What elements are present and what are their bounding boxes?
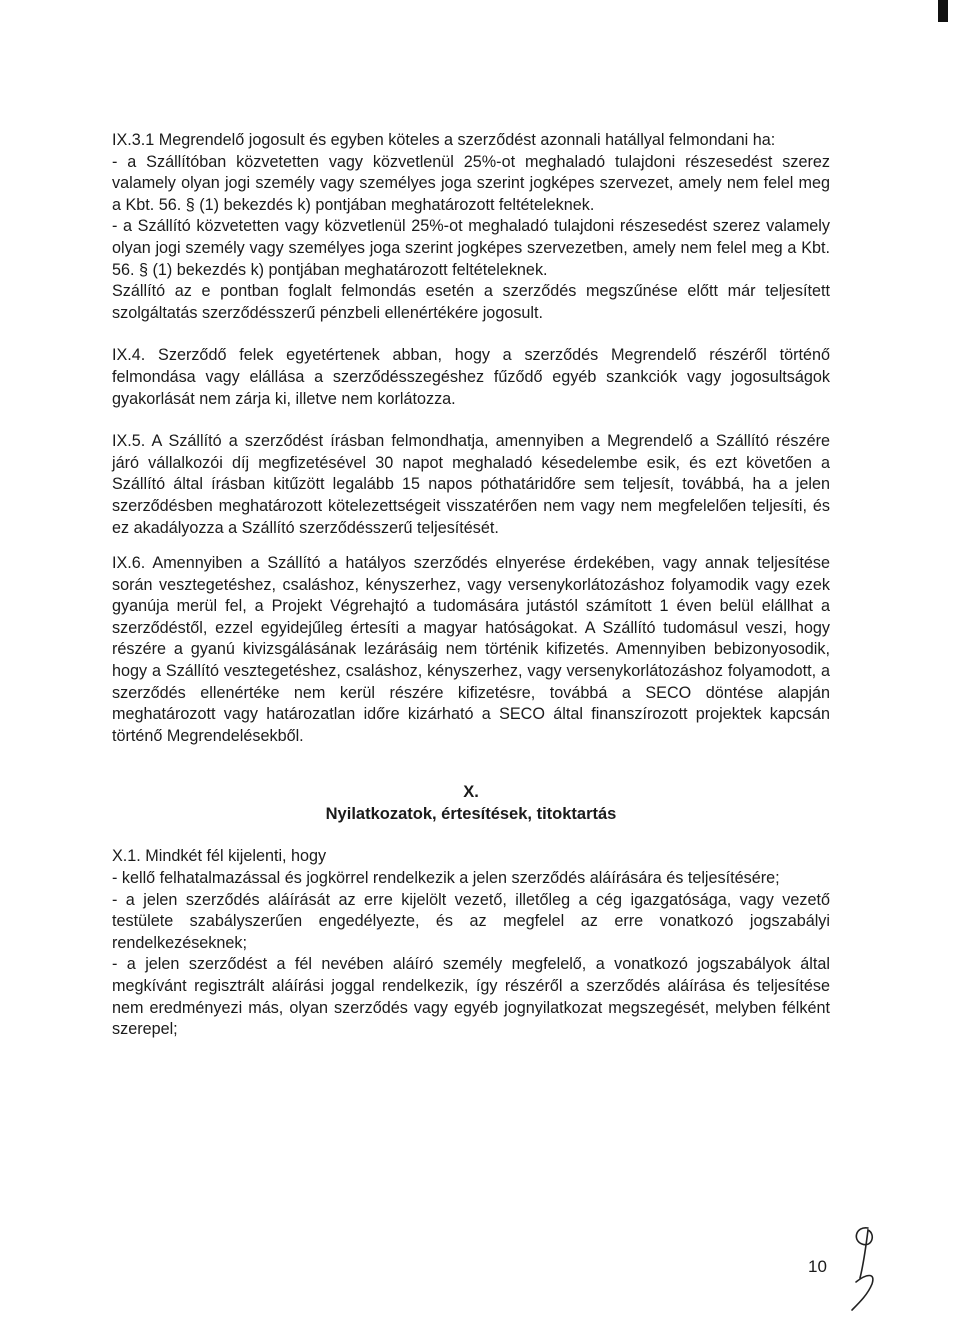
section-ix-6: IX.6. Amennyiben a Szállító a hatályos szerződés elnyerése érdekében, vagy annak teljesítése során vesztegetéshez, csaláshoz, kényszerhez, vagy versenykorlátozáshoz folyamodik vagy ezek gyanúja merül fel, a Projekt Végrehajtó a tudomására jutástól számított 1 éven belül elállhat a szerződéstől, ezzel egyidejűleg értesíti a magyar hatóságokat. A Szállító tudomásul veszi, hogy részére a gyanú kivizsgálásának lezárásáig nem történik kifizetés. Amennyiben bebizonyosodik, hogy a Szállító vesztegetéshez, csaláshoz, kényszerhez, vagy versenykorlátozáshoz folyamodott, a szerződés ellenértéke nem kerül részére kifizetésre, továbbá a SECO döntése alapján meghatározott vagy határozatlan időre kizárható a SECO által finanszírozott projektek kapcsán történő Megrendelésekből. [112, 554, 830, 745]
chapter-title: Nyilatkozatok, értesítések, titoktartás [325, 805, 617, 824]
section-ix-5: IX.5. A Szállító a szerződést írásban felmondhatja, amennyiben a Megrendelő a Szállító részére járó vállalkozói díj megfizetésével 30 napot meghaladó késedelembe esik, és ezt követően a Szállító által írásban kitűzött legalább 15 napos póthatáridőre sem teljesít, továbbá, ha a jelen szerződésben meghatározott kötelezettségeit visszatérően nem vagy nem megfelelően teljesíti, és ez akadályozza a Szállító szerződésszerű teljesítését. [112, 432, 830, 537]
section-ix-3-1-item-1: - a Szállítóban közvetetten vagy közvetlenül 25%-ot meghaladó tulajdoni részesedést szerez valamely olyan jogi személy vagy személyes joga szerint jogképes szervezet, amely nem felel meg a Kbt. 56. § (1) bekezdés k) pontjában meghatározott feltételeknek. [112, 152, 830, 214]
section-ix-3-1-intro: IX.3.1 Megrendelő jogosult és egyben köteles a szerződést azonnali hatállyal felmondani ha: [112, 131, 776, 149]
page-number: 10 [808, 1257, 827, 1276]
section-x-1-item-1: - kellő felhatalmazással és jogkörrel rendelkezik a jelen szerződés aláírására és teljesítésére; [112, 869, 780, 888]
scan-corner-mark [938, 0, 948, 22]
section-ix-3-1-item-2: - a Szállító közvetetten vagy közvetlenül 25%-ot meghaladó tulajdoni részesedést szerez valamely olyan jogi személy vagy személyes joga szerint jogképes szervezetben, amely nem felel meg a Kbt. 56. § (1) bekezdés k) pontjában meghatározott feltételeknek. [112, 217, 830, 279]
section-x-1-item-3: - a jelen szerződést a fél nevében aláíró személy megfelelő, a vonatkozó jogszabályok által megkívánt regisztrált aláírási joggal rendelkezik, így részéről a szerződés aláírása és teljesítése nem eredményezi más, olyan szerződés vagy egyéb jognyilatkozat megszegését, melyben félként szerepel; [112, 955, 830, 1039]
document-body [112, 130, 830, 1041]
chapter-number: X. [463, 783, 479, 802]
section-x-1-item-2: - a jelen szerződés aláírását az erre kijelölt vezető, illetőleg a cég igazgatósága, vagy vezető testülete szabályszerűen engedélyezte, és az megfelel az erre vonatkozó jogszabályi rendelkezéseknek; [112, 890, 830, 952]
handwritten-initials-signature [842, 1222, 886, 1314]
section-ix-4: IX.4. Szerződő felek egyetértenek abban, hogy a szerződés Megrendelő részéről történő felmondása vagy elállása a szerződésszegéshez fűződő egyéb szankciók vagy jogosultságok gyakorlását nem zárja ki, illetve nem korlátozza. [112, 346, 830, 408]
section-x-1-intro: X.1. Mindkét fél kijelenti, hogy [112, 847, 327, 866]
section-ix-3-1-closing: Szállító az e pontban foglalt felmondás esetén a szerződés megszűnése előtt már teljesített szolgáltatás szerződésszerű pénzbeli ellenértékére jogosult. [112, 282, 830, 322]
